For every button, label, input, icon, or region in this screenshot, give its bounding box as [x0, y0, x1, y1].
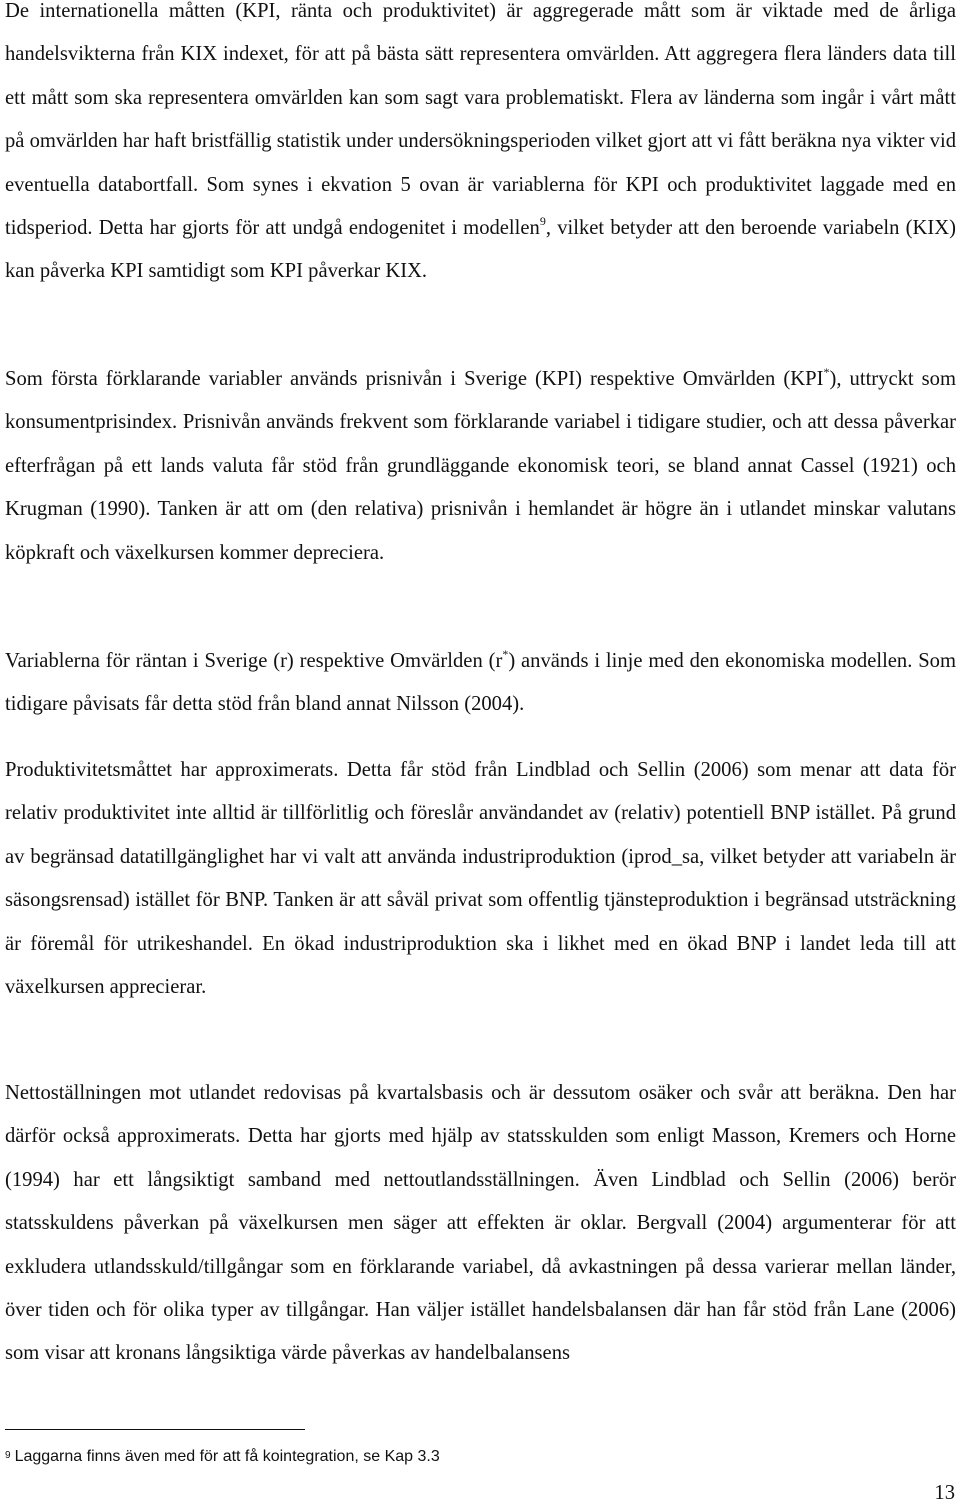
page-number: 13: [934, 1482, 955, 1504]
paragraph-text-continued: , vilket betyder att den beroende variabeln (KIX) kan påverka KPI samtidigt som KPI påverkar KIX.: [5, 217, 956, 283]
paragraph-text: Nettoställningen mot utlandet redovisas på kvartalsbasis och är dessutom osäker och svår att beräkna. Den har därför också approximerats. Detta har gjorts med hjälp av statsskulden som enligt Masson, Kremers och Horne (1994) har ett långsiktigt samband med nettoutlandsställningen. Även Lindblad och Sellin (2006) berör statsskuldens påverkan på växelkursen men säger att effekten är oklar. Bergvall (2004) argumenterar för att exkludera utlandsskuld/tillgångar som en förklarande variabel, då avkastningen på dessa varierar mellan länder, över tiden och för olika typer av tillgångar. Han väljer istället handelsbalansen där han får stöd från Lane (2006) som visar att kronans långsiktiga värde påverkas av handelbalansens: [5, 1082, 956, 1365]
footnote-text: Laggarna finns även med för att få kointegration, se Kap 3.3: [14, 1448, 440, 1465]
paragraph-text-continued: ), uttryckt som konsumentprisindex. Prisnivån används frekvent som förklarande variabel i tidigare studier, och att dessa påverkar efterfrågan på ett lands valuta får stöd från grundläggande ekonomisk teori, se bland annat Cassel (1921) och Krugman (1990). Tanken är att om (den relativa) prisnivån i hemlandet är högre än i utlandet minskar valutans köpkraft och växelkursen kommer depreciera.: [5, 368, 956, 564]
footnote-divider: [5, 1429, 305, 1430]
paragraph-text-continued: ) används i linje med den ekonomiska modellen. Som tidigare påvisats får detta stöd från bland annat Nilsson (2004).: [5, 650, 956, 716]
footnote: [5, 1445, 440, 1468]
footnote-number: 9: [5, 1450, 11, 1461]
paragraph-price-level: [5, 358, 956, 575]
paragraph-international-measures: [5, 0, 956, 294]
paragraph-text: De internationella måtten (KPI, ränta och produktivitet) är aggregerade mått som är viktade med de årliga handelsvikterna från KIX indexet, för att på bästa sätt representera omvärlden. Att aggregera flera länders data till ett mått som ska representera omvärlden kan som sagt vara problematiskt. Flera av länderna som ingår i vårt mått på omvärlden har haft bristfällig statistik under undersökningsperioden vilket gjort att vi fått beräkna nya vikter vid eventuella databortfall. Som synes i ekvation 5 ovan är variablerna för KPI och produktivitet laggade med en tidsperiod. Detta har gjorts för att undgå endogenitet i modellen: [5, 0, 956, 240]
superscript-asterisk: *: [823, 365, 830, 379]
footnote-reference: 9: [539, 214, 546, 229]
paragraph-text: Produktivitetsmåttet har approximerats. Detta får stöd från Lindblad och Sellin (2006) som menar att data för relativ produktivitet inte alltid är tillförlitlig och föreslår användandet av (relativ) potentiell BNP istället. På grund av begränsad datatillgänglighet har vi valt att använda industriproduktion (iprod_sa, vilket betyder att variabeln är säsongsrensad) istället för BNP. Tanken är att såväl privat som offentlig tjänsteproduktion i begränsad utsträckning är föremål för utrikeshandel. En ökad industriproduktion ska i likhet med en ökad BNP i landet leda till att växelkursen apprecierar.: [5, 759, 956, 999]
paragraph-productivity: [5, 749, 956, 1009]
paragraph-text: Som första förklarande variabler används prisnivån i Sverige (KPI) respektive Omvärlden (KPI: [5, 368, 824, 390]
paragraph-text: Variablerna för räntan i Sverige (r) respektive Omvärlden (r: [5, 650, 503, 672]
superscript-asterisk: *: [502, 647, 509, 661]
paragraph-net-position: [5, 1072, 956, 1376]
paragraph-interest-rate: [5, 640, 956, 727]
